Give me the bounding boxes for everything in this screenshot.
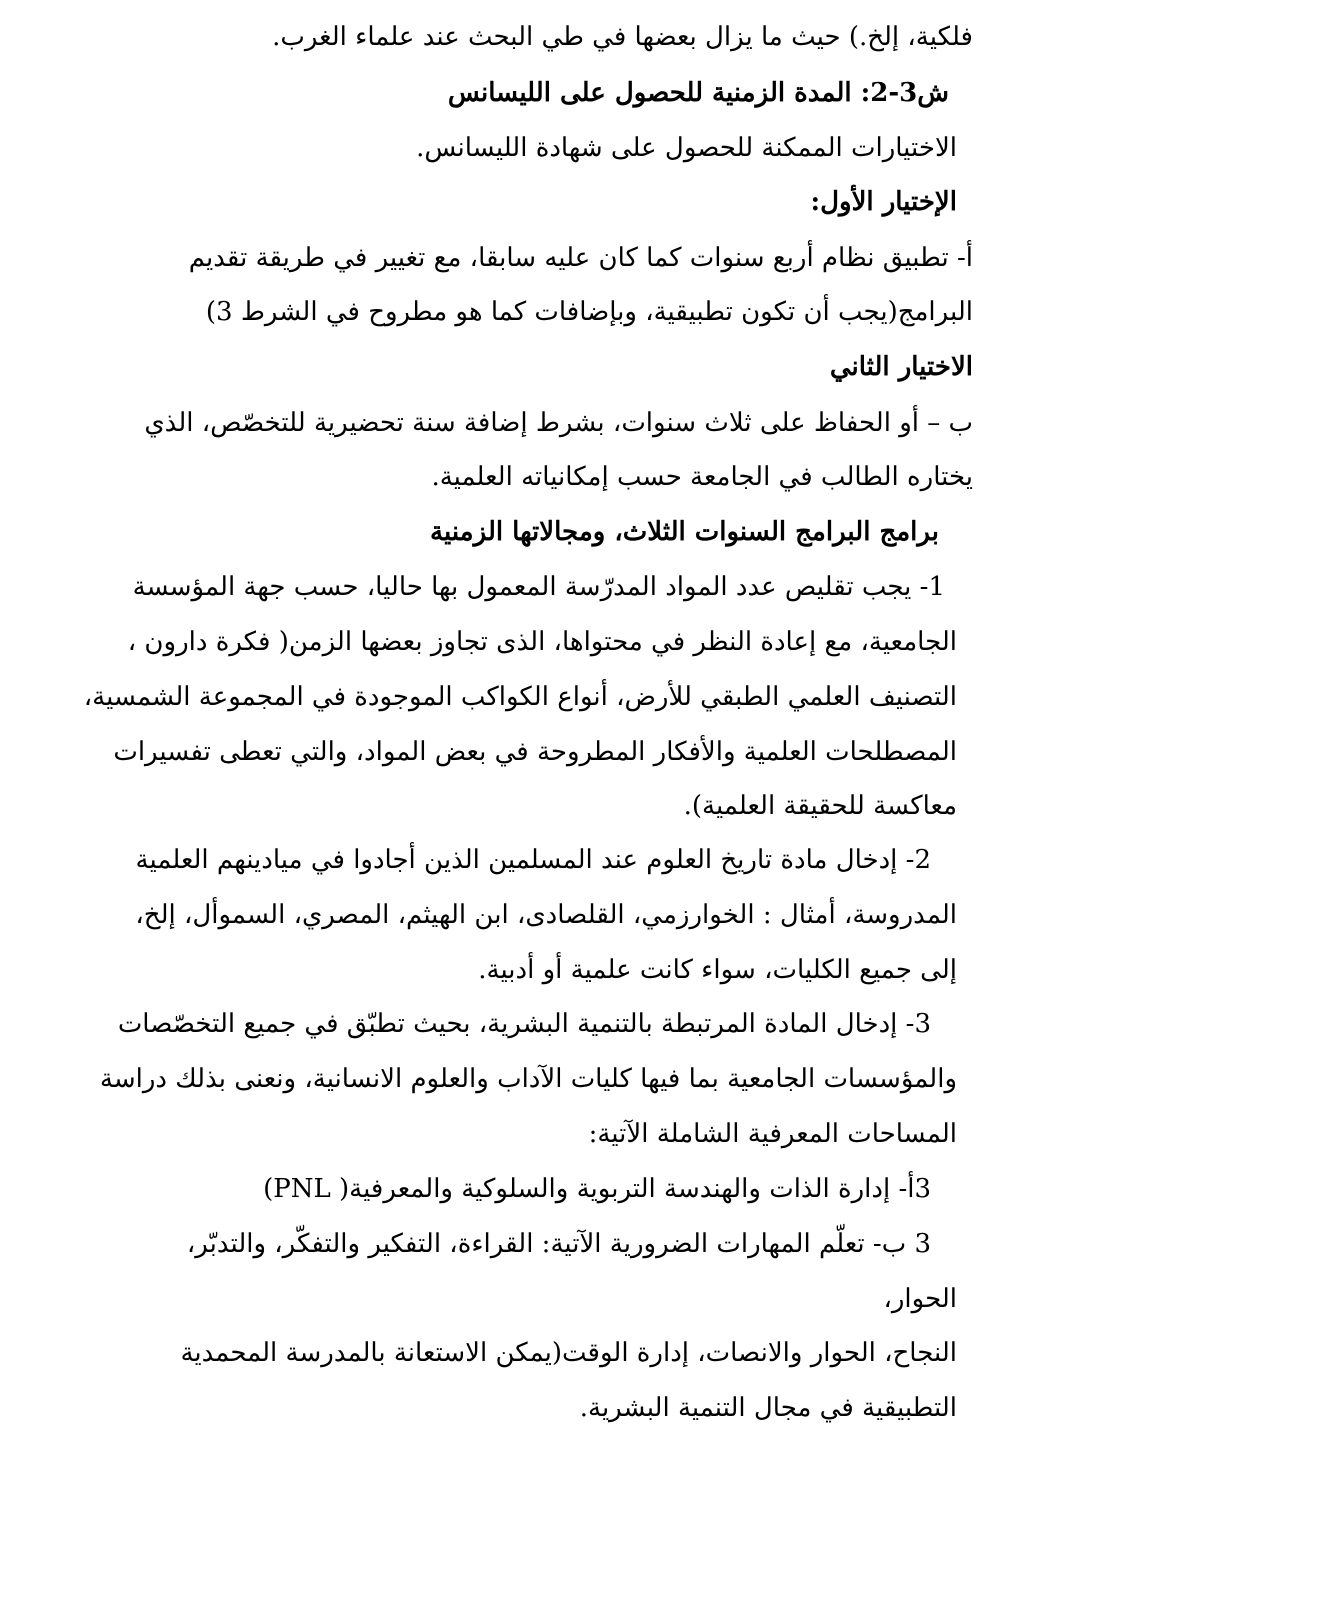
text-line: المصطلحات العلمية والأفكار المطروحة في بعض المواد، والتي تعطى تفسيرات (113, 737, 957, 767)
text-line: المدروسة، أمثال : الخوارزمي، القلصادى، ابن الهيثم، المصري، السموأل، إلخ، (135, 900, 957, 930)
text-line: يختاره الطالب في الجامعة حسب إمكانياته العلمية. (431, 462, 973, 492)
text-line: معاكسة للحقيقة العلمية). (683, 791, 957, 821)
text-line: 3أ- إدارة الذات والهندسة التربوية والسلوكية والمعرفية( PNL) (263, 1174, 931, 1204)
option-heading: الإختيار الأول: (810, 187, 957, 217)
text-line: 1- يجب تقليص عدد المواد المدرّسة المعمول بها حاليا، حسب جهة المؤسسة (132, 572, 945, 602)
text-line: فلكية، إلخ.) حيث ما يزال بعضها في طي البحث عند علماء الغرب. (272, 22, 973, 52)
option-heading: الاختيار الثاني (829, 352, 973, 382)
text-line: التطبيقية في مجال التنمية البشرية. (579, 1393, 957, 1423)
text-line: البرامج(يجب أن تكون تطبيقية، وبإضافات كما هو مطروح في الشرط 3) (205, 297, 973, 327)
text-line: النجاح، الحوار والانصات، إدارة الوقت(يمكن الاستعانة بالمدرسة المحمدية (180, 1338, 957, 1368)
text-line: والمؤسسات الجامعية بما فيها كليات الآداب والعلوم الانسانية، ونعنى بذلك دراسة (99, 1064, 957, 1094)
text-line: أ- تطبيق نظام أربع سنوات كما كان عليه سابقا، مع تغيير في طريقة تقديم (188, 243, 973, 273)
text-line: المساحات المعرفية الشاملة الآتية: (588, 1119, 957, 1149)
section-heading: ش3-2: المدة الزمنية للحصول على الليسانس (447, 78, 949, 108)
text-line: 2- إدخال مادة تاريخ العلوم عند المسلمين الذين أجادوا في ميادينهم العلمية (135, 845, 931, 875)
text-line: 3 ب- تعلّم المهارات الضرورية الآتية: القراءة، التفكير والتفكّر، والتدبّر، (186, 1229, 931, 1259)
text-line: إلى جميع الكليات، سواء كانت علمية أو أدبية. (478, 955, 957, 985)
text-line: التصنيف العلمي الطبقي للأرض، أنواع الكواكب الموجودة في المجموعة الشمسية، (83, 682, 957, 712)
text-line: ب – أو الحفاظ على ثلاث سنوات، بشرط إضافة سنة تحضيرية للتخصّص، الذي (144, 408, 973, 438)
text-line: الحوار، (883, 1284, 957, 1314)
subsection-heading: برامج البرامج السنوات الثلاث، ومجالاتها الزمنية (430, 517, 939, 547)
text-line: الاختيارات الممكنة للحصول على شهادة الليسانس. (416, 133, 957, 163)
text-line: 3- إدخال المادة المرتبطة بالتنمية البشرية، بحيث تطبّق في جميع التخصّصات (117, 1009, 931, 1039)
text-line: الجامعية، مع إعادة النظر في محتواها، الذى تجاوز بعضها الزمن( فكرة دارون ، (127, 627, 957, 657)
